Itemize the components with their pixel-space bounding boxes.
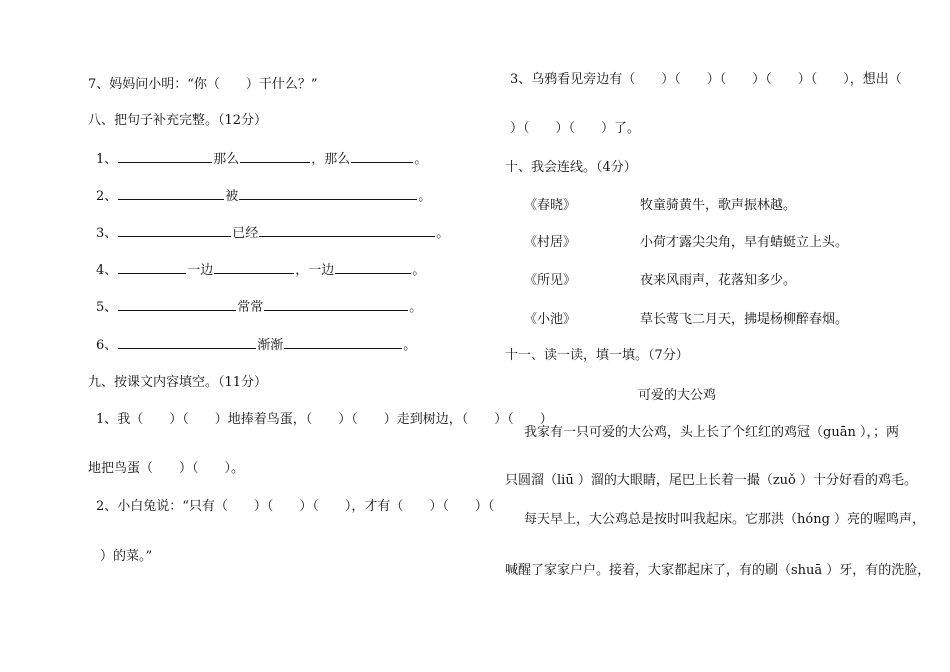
section-9-item-1-line-1: 1、我（ ）（ ）地捧着鸟蛋，（ ）（ ）走到树边，（ ）（ ）: [96, 412, 553, 427]
fill-end: 。: [414, 152, 428, 167]
fill-number: 5、: [96, 300, 118, 315]
section-11-heading: 十一、读一读，填一填。（7分）: [505, 348, 689, 363]
passage-line-4: 喊醒了家家户户。接着，大家都起床了，有的刷（shuā ）牙，有的洗脸，: [505, 563, 931, 578]
fill-number: 2、: [96, 189, 118, 204]
fill-word: ，一边: [295, 263, 335, 278]
answer-blank[interactable]: [264, 298, 408, 311]
section-9-item-2-line-1: 2、小白兔说：“只有（ ）（ ）（ ），才有（ ）（ ）（: [96, 499, 508, 514]
passage-title: 可爱的大公鸡: [638, 388, 717, 403]
question-7: 7、妈妈问小明：“你（ ）干什么？”: [88, 77, 318, 92]
fill-sentence-6: [96, 336, 416, 354]
fill-number: 6、: [96, 338, 118, 353]
answer-blank[interactable]: [351, 150, 413, 163]
fill-end: 。: [418, 189, 432, 204]
match-line-3[interactable]: 夜来风雨声，花落知多少。: [640, 273, 797, 288]
answer-blank[interactable]: [118, 224, 231, 237]
match-title-4[interactable]: 《小池》: [524, 312, 577, 327]
fill-end: 。: [436, 226, 450, 241]
answer-blank[interactable]: [239, 187, 417, 200]
fill-end: 。: [403, 338, 417, 353]
passage-line-2: 只圆溜（liū ）溜的大眼睛，尾巴上长着一撮（zuǒ ）十分好看的鸡毛。: [505, 473, 918, 488]
fill-word: 那么: [213, 152, 240, 167]
fill-number: 3、: [96, 226, 118, 241]
match-line-4[interactable]: 草长莺飞二月天，拂堤杨柳醉春烟。: [640, 312, 849, 327]
answer-blank[interactable]: [214, 261, 294, 274]
passage-line-3: 每天早上，大公鸡总是按时叫我起床。它那洪（hóng ）亮的喔鸣声，: [524, 512, 926, 527]
section-9-heading: 九、按课文内容填空。（11分）: [88, 375, 268, 390]
answer-blank[interactable]: [118, 336, 256, 349]
fill-sentence-4: [96, 261, 425, 279]
section-9-item-2-line-2: ）的菜。”: [100, 549, 153, 564]
fill-word: 渐渐: [257, 338, 284, 353]
section-8-heading: 八、把句子补充完整。（12分）: [88, 113, 268, 128]
fill-sentence-3: [96, 224, 449, 242]
passage-line-1: 我家有一只可爱的大公鸡，头上长了个红红的鸡冠（guān ），；两: [524, 425, 899, 440]
answer-blank[interactable]: [284, 336, 402, 349]
answer-blank[interactable]: [259, 224, 435, 237]
match-line-1[interactable]: 牧童骑黄牛，歌声振林越。: [640, 198, 797, 213]
fill-sentence-1: [96, 150, 427, 168]
match-line-2[interactable]: 小荷才露尖尖角，早有蜻蜓立上头。: [640, 235, 849, 250]
match-title-3[interactable]: 《所见》: [524, 273, 577, 288]
match-title-1[interactable]: 《春晓》: [524, 198, 577, 213]
section-10-heading: 十、我会连线。（4分）: [505, 160, 637, 175]
match-title-2[interactable]: 《村居》: [524, 235, 577, 250]
fill-word: 被: [225, 189, 239, 204]
fill-number: 4、: [96, 263, 118, 278]
fill-end: 。: [412, 263, 426, 278]
section-9-item-3-line-2: ）（ ）（ ）了。: [510, 121, 641, 136]
answer-blank[interactable]: [240, 150, 310, 163]
fill-sentence-2: [96, 187, 431, 205]
fill-word: 已经: [232, 226, 259, 241]
fill-number: 1、: [96, 152, 118, 167]
answer-blank[interactable]: [335, 261, 411, 274]
fill-word: ，那么: [311, 152, 351, 167]
answer-blank[interactable]: [118, 298, 236, 311]
fill-end: 。: [409, 300, 423, 315]
section-9-item-1-line-2: 地把鸟蛋（ ）（ ）。: [88, 461, 245, 476]
answer-blank[interactable]: [118, 261, 186, 274]
answer-blank[interactable]: [118, 150, 212, 163]
answer-blank[interactable]: [118, 187, 224, 200]
section-9-item-3-line-1: 3、乌鸦看见旁边有（ ）（ ）（ ）（ ）（ ），想出（: [510, 72, 902, 87]
fill-sentence-5: [96, 298, 422, 316]
fill-word: 常常: [237, 300, 264, 315]
fill-word: 一边: [187, 263, 214, 278]
